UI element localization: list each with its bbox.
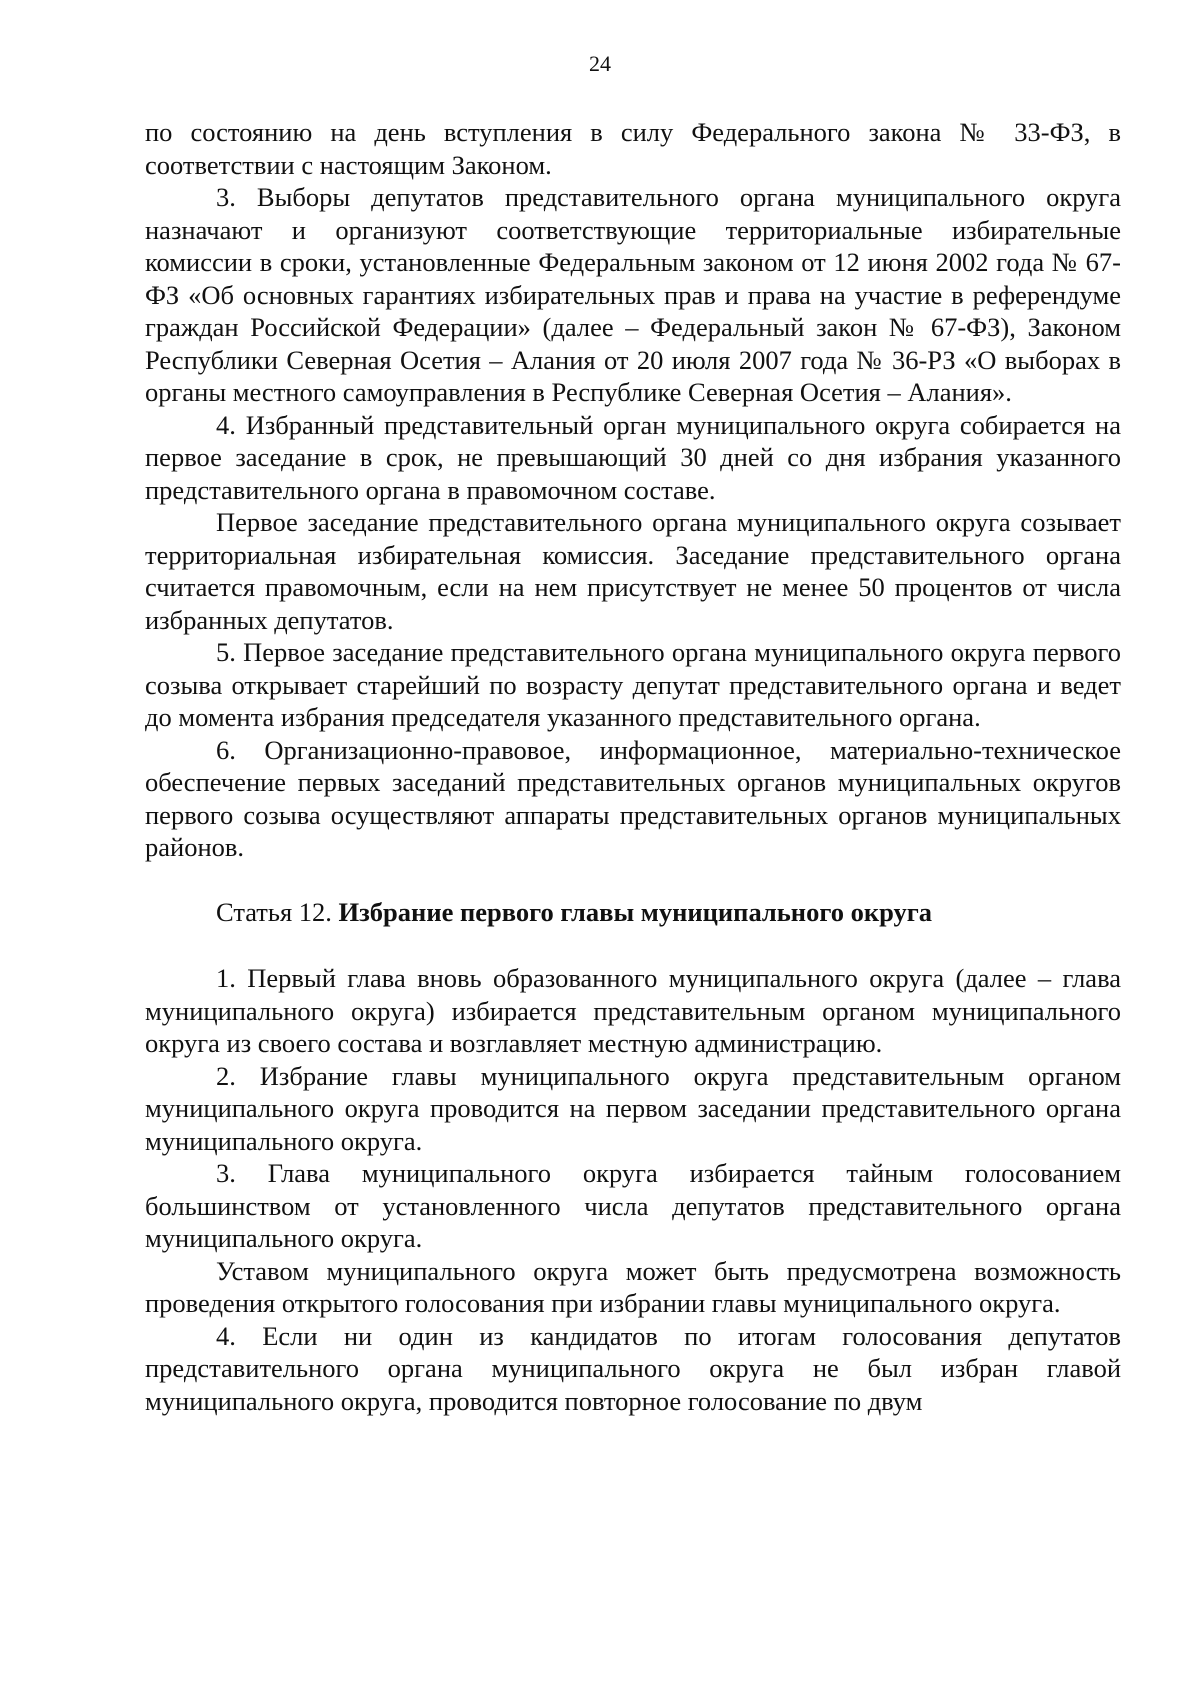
- article-paragraph-charter: Уставом муниципального округа может быть предусмотрена возможность проведения открытого голосования при избрании главы муниципального округа.: [145, 1255, 1121, 1318]
- article-heading: [145, 896, 1121, 929]
- article-paragraph-1: 1. Первый глава вновь образованного муниципального округа (далее – глава муниципального округа) избирается представительным органом муниципального округа из своего состава и возглавляет местную администрацию.: [145, 963, 1121, 1058]
- paragraph-item-3: 3. Выборы депутатов представительного органа муниципального округа назначают и организуют соответствующие территориальные избирательные комиссии в сроки, установленные Федеральным законом от 12 июня 2002 года № 67-ФЗ «Об основных гарантиях избирательных прав и права на участие в референдуме граждан Российской Федерации» (далее – Федеральный закон № 67-ФЗ), Законом Республики Северная Осетия – Алания от 20 июля 2007 года № 36-РЗ «О выборах в органы местного самоуправления в Республике Северная Осетия – Алания».: [145, 182, 1121, 407]
- article-title: Избрание первого главы муниципального округа: [338, 896, 933, 927]
- paragraph-continuation: по состоянию на день вступления в силу Федерального закона № 33-ФЗ, в соответствии с настоящим Законом.: [145, 117, 1121, 180]
- paragraph-item-6: 6. Организационно-правовое, информационное, материально-техническое обеспечение первых заседаний представительных органов муниципальных округов первого созыва осуществляют аппараты представительных органов муниципальных районов.: [145, 734, 1121, 862]
- paragraph-item-4: 4. Избранный представительный орган муниципального округа собирается на первое заседание в срок, не превышающий 30 дней со дня избрания указанного представительного органа в правомочном составе.: [145, 409, 1121, 505]
- page-number: 24: [589, 51, 611, 76]
- paragraph-item-5: 5. Первое заседание представительного органа муниципального округа первого созыва открывает старейший по возрасту депутат представительного органа и ведет до момента избрания председателя указанного представительного органа.: [145, 637, 1121, 732]
- article-paragraph-3: 3. Глава муниципального округа избирается тайным голосованием большинством от установленного числа депутатов представительного органа муниципального округа.: [145, 1158, 1121, 1253]
- paragraph-first-session: Первое заседание представительного органа муниципального округа созывает территориальная избирательная комиссия. Заседание представительного органа считается правомочным, если на нем присутствует не менее 50 процентов от числа избранных депутатов.: [145, 507, 1121, 635]
- document-body: [145, 116, 1121, 1417]
- article-prefix: Статья 12.: [216, 896, 332, 927]
- article-paragraph-2: 2. Избрание главы муниципального округа представительным органом муниципального округа проводится на первом заседании представительного органа муниципального округа.: [145, 1060, 1121, 1156]
- article-paragraph-4: 4. Если ни один из кандидатов по итогам голосования депутатов представительного органа муниципального округа не был избран главой муниципального округа, проводится повторное голосование по двум: [145, 1320, 1121, 1416]
